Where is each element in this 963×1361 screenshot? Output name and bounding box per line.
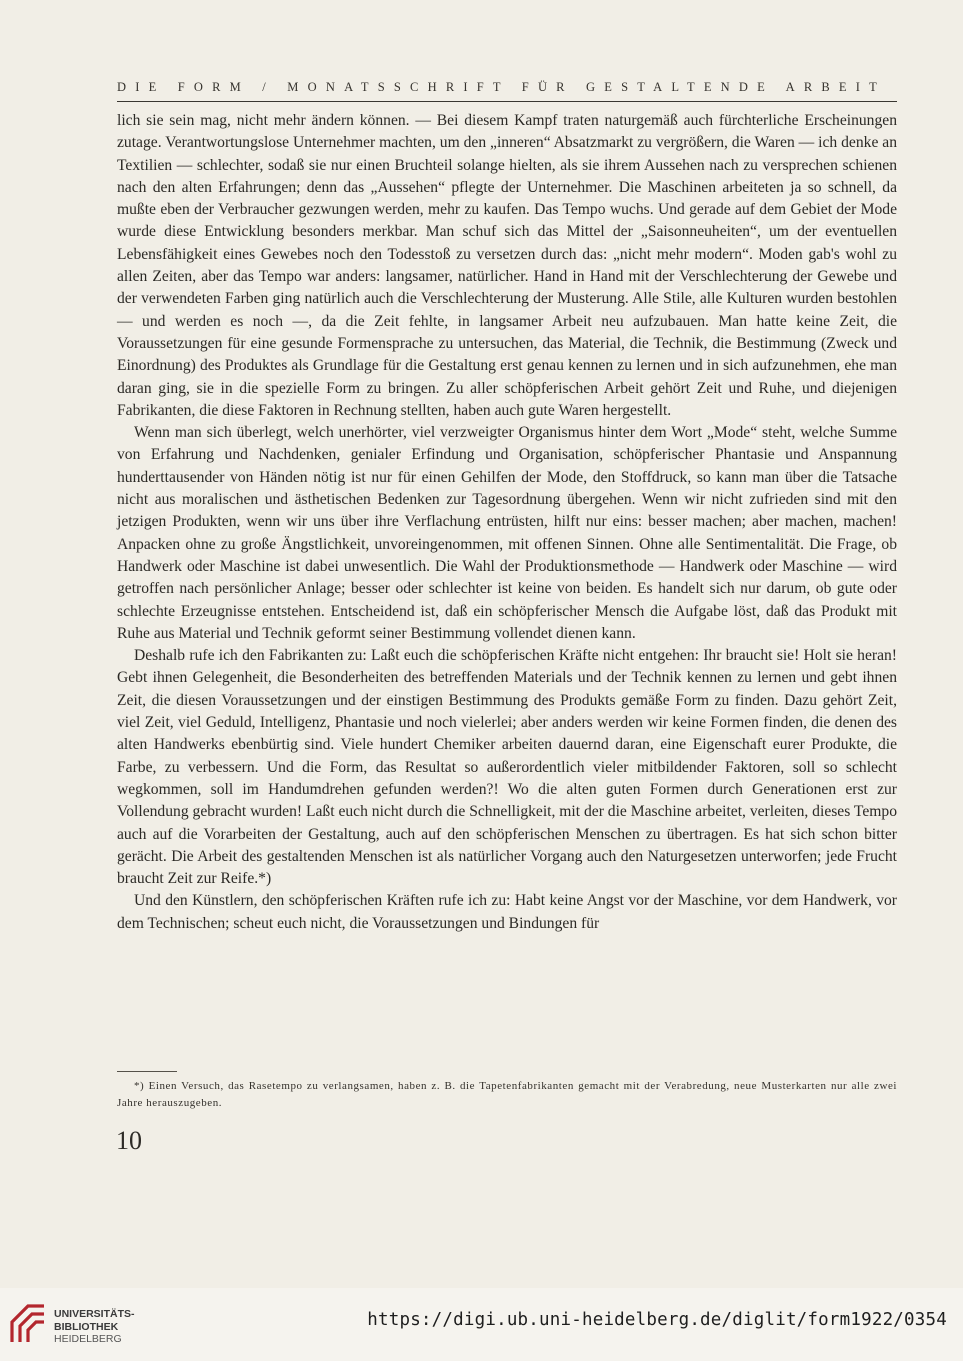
institution-name [54, 1308, 135, 1346]
footnote: *) Einen Versuch, das Rasetempo zu verlangsamen, haben z. B. die Tapetenfabrikanten gemacht mit der Verabredung, neue Musterkarten nur alle zwei Jahre herauszugeben. [117, 1080, 897, 1109]
source-url-link[interactable]: https://digi.ub.uni-heidelberg.de/diglit/form1922/0354 [367, 1310, 947, 1330]
paragraph-1: lich sie sein mag, nicht mehr ändern können. — Bei diesem Kampf traten naturgemäß auch fürchterliche Erscheinungen zutage. Verantwortungslose Unternehmer machten, um den „inneren“ Absatzmarkt zu vergrößern, die Waren — ich denke an Textilien — schlechter, sodaß sie nur einen Bruchteil solange hielten, als sie ihrem Aussehen nach zu versprechen schienen nach den alten Erfahrungen; denn das „Aussehen“ pflegte der Unternehmer. Die Maschinen arbeiteten ja so schnell, da mußte eben der Verbraucher gezwungen werden, mehr zu kaufen. Das Tempo wuchs. Und gerade auf dem Gebiet der Mode wurde diese Entwicklung besonders merkbar. Man schuf sich das Mittel der „Saisonneuheiten“, um der eventuellen Lebensfähigkeit eines Gewebes noch den Todesstoß zu versetzen durch das: „nicht mehr modern“. Moden gab's wohl zu allen Zeiten, aber das Tempo war anders: langsamer, natürlicher. Hand in Hand mit der Verschlechterung der Gewebe und der verwendeten Farben ging natürlich auch die Verschlechterung der Musterung. Alle Stile, alle Kulturen wurden bestohlen — und werden es noch —, da die Zeit fehlte, in langsamer Arbeit neu aufzubauen. Man hatte keine Zeit, die Voraussetzungen für eine gesunde Formensprache zu untersuchen, das Material, die Technik, die Bestimmung (Zweck und Einordnung) des Produktes als Grundlage für die Gestaltung erst genau kennen zu lernen und in sich aufzunehmen, ehe man daran ging, sie in die spezielle Form zu bringen. Zu aller schöpferischen Arbeit gehört Zeit und Ruhe, und diejenigen Fabrikanten, die diese Faktoren in Rechnung stellten, haben auch gute Waren hergestellt. [117, 112, 897, 419]
paragraph-2: Wenn man sich überlegt, welch unerhörter, viel verzweigter Organismus hinter dem Wort „Mode“ steht, welche Summe von Erfahrung und Nachdenken, genialer Erfindung und Organisation, schöpferischer Phantasie und Anspannung hunderttausender von Händen nötig ist nur für einen Gehilfen der Mode, den Stoffdruck, so kann man über die Tatsache nicht aus moralischen und ästhetischen Bedenken zur Tagesordnung übergehen. Wenn wir nicht zufrieden sind mit den jetzigen Produkten, wenn wir uns über ihre Verflachung entrüsten, hilft nur eins: besser machen; aber machen, machen! Anpacken ohne zu große Ängstlichkeit, unvoreingenommen, mit offenen Sinnen. Ohne alle Sentimentalität. Die Frage, ob Handwerk oder Maschine ist dabei unwesentlich. Die Wahl der Produktionsmethode — Handwerk oder Maschine — wird getroffen nach persönlicher Anlage; besser oder schlechter ist keine von beiden. Es handelt sich nur darum, ob gute oder schlechte Erzeugnisse entstehen. Entscheidend ist, daß ein schöpferischer Mensch die Aufgabe löst, daß das Produkt mit Ruhe aus Material und Technik geformt seiner Bestimmung vollendet dienen kann. [117, 424, 897, 642]
institution-line-2: BIBLIOTHEK [54, 1320, 119, 1333]
body-text [117, 110, 897, 935]
header-rule [117, 101, 897, 102]
footnote-rule [117, 1071, 177, 1072]
institution-line-1: UNIVERSITÄTS- [54, 1308, 135, 1320]
paragraph-4: Und den Künstlern, den schöpferischen Kräften rufe ich zu: Habt keine Angst vor der Maschine, vor dem Handwerk, vor dem Technischen; scheut euch nicht, die Voraussetzungen und Bindungen für [117, 892, 897, 932]
running-head: DIE FORM / MONATSSCHRIFT FÜR GESTALTENDE ARBEIT [117, 80, 886, 94]
footer-bar [0, 1288, 963, 1361]
institution-line-3: HEIDELBERG [54, 1333, 122, 1345]
university-logo-icon [8, 1302, 46, 1344]
page-number: 10 [116, 1126, 142, 1155]
paragraph-3: Deshalb rufe ich den Fabrikanten zu: Laßt euch die schöpferischen Kräfte nicht entgehen: Ihr braucht sie! Holt sie heran! Gebt ihnen Gelegenheit, die Besonderheiten des betreffenden Materials und der Technik kennen zu lernen und gebt ihnen Zeit, die diesen Voraussetzungen und der einstigen Bestimmung des Produkts gemäße Form zu finden. Dazu gehört Zeit, viel Zeit, viel Geduld, Intelligenz, Phantasie und noch vielerlei; aber anders werden wir keine Formen finden, die denen des alten Handwerks ebenbürtig sind. Viele hundert Chemiker arbeiten dauernd daran, eine Eigenschaft eurer Produkte, die Farbe, zu verbessern. Und die Form, das Resultat so außerordentlich vieler mitbildender Faktoren, soll so schlecht wegkommen, soll im Handumdrehen gefunden werden?! Wo die alten guten Formen durch Generationen erst zur Vollendung gebracht wurden! Laßt euch nicht durch die Schnelligkeit, mit der die Maschine arbeitet, verleiten, dieses Tempo auch auf die Vorarbeiten der Gestaltung, auch auf den schöpferischen Menschen zu übertragen. Es hat sich schon bitter gerächt. Die Arbeit des gestaltenden Menschen ist als natürlicher Vorgang auch den Naturgesetzen unterworfen; jede Frucht braucht Zeit zur Reife.*) [117, 647, 897, 888]
